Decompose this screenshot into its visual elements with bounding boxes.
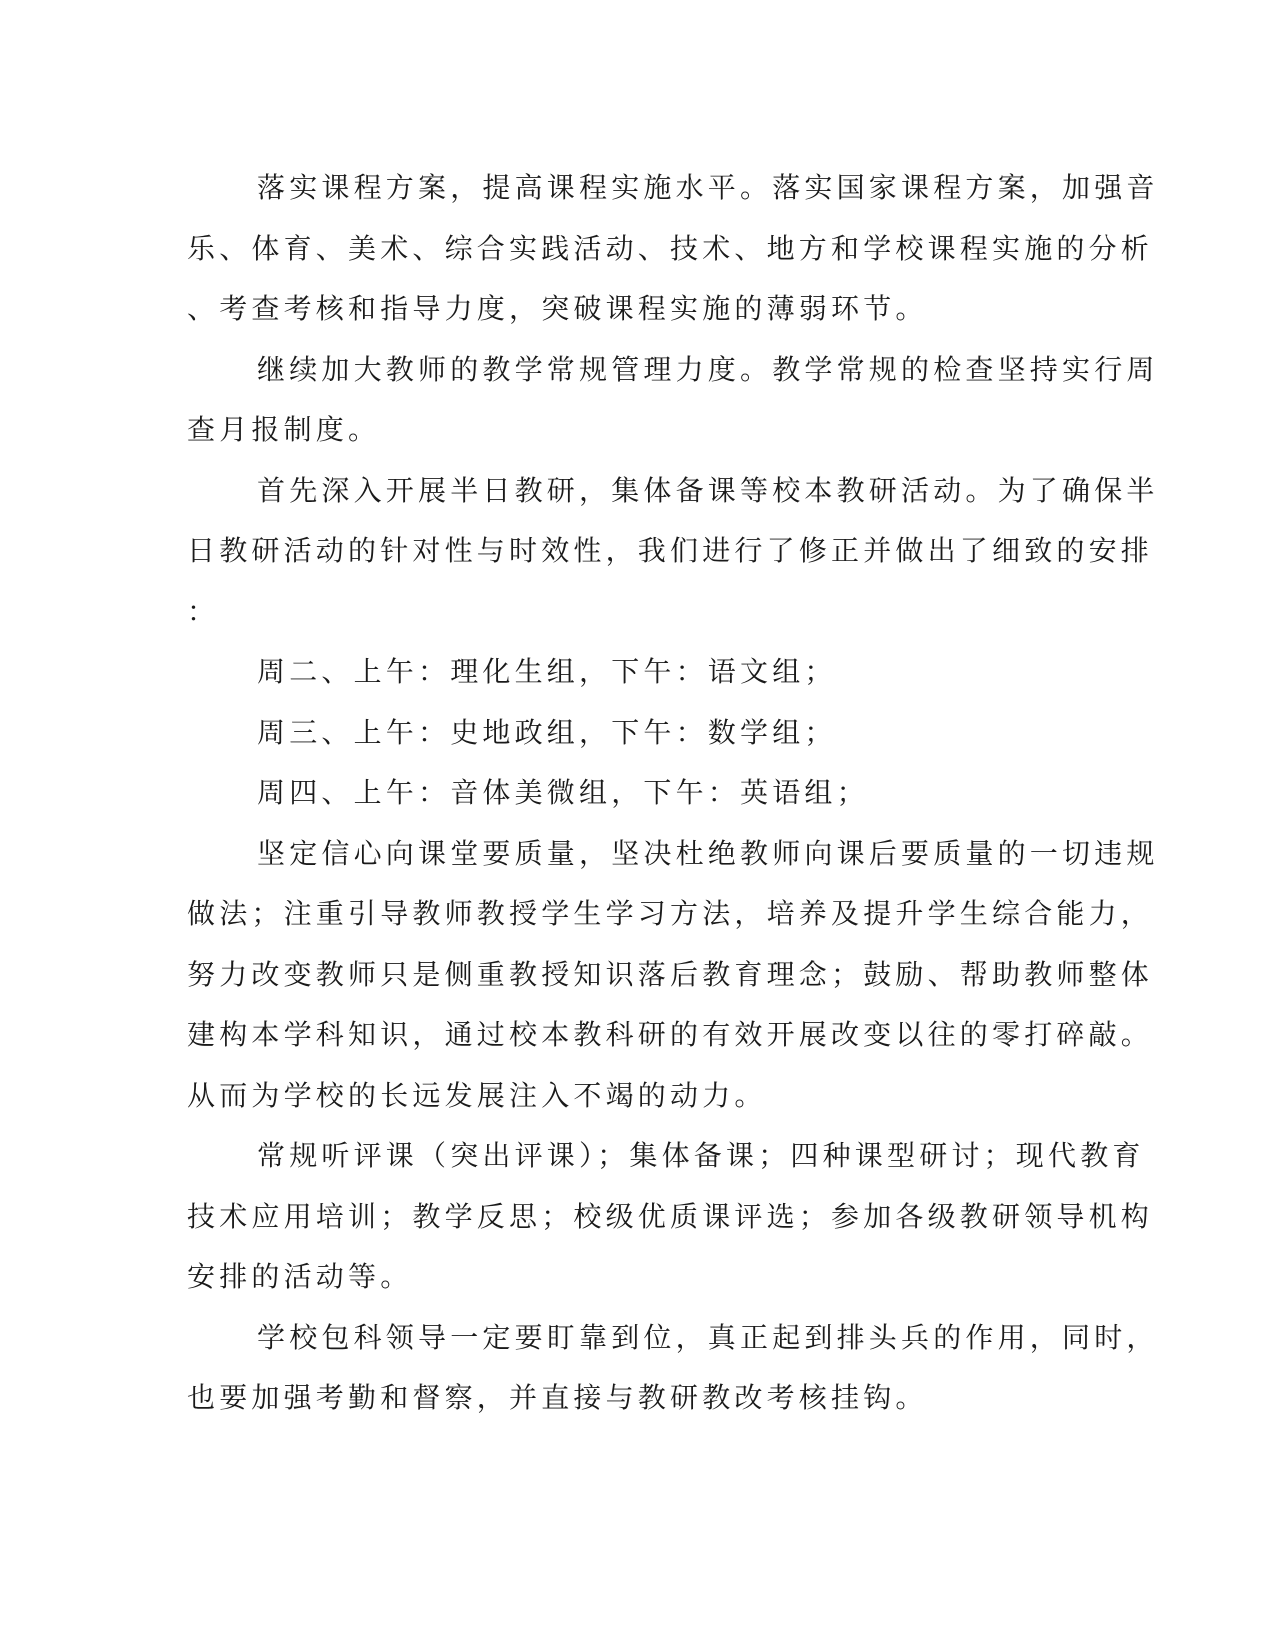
schedule-line: 周二、上午：理化生组，下午：语文组； [257,655,837,688]
schedule-wednesday [187,703,1063,764]
paragraph-line: 落实课程方案，提高课程实施水平。落实国家课程方案，加强音 [257,171,1159,204]
paragraph-line: 学校包科领导一定要盯靠到位，真正起到排头兵的作用，同时， [257,1320,1159,1354]
paragraph-line: ： [187,594,220,628]
paragraph-line: 建构本学科知识，通过校本教科研的有效开展改变以往的零打碎敲。 [187,1018,1154,1051]
paragraph-line: 从而为学校的长远发展注入不竭的动力。 [187,1078,767,1112]
paragraph-line: 常规听评课（突出评课）；集体备课；四种课型研讨；现代教育 [257,1139,1145,1172]
paragraph-classroom-quality [187,824,1159,1127]
paragraph-routine-activities [187,1126,1154,1308]
paragraph-line: 努力改变教师只是侧重教授知识落后教育理念；鼓励、帮助教师整体 [187,957,1154,991]
document-body [187,158,1159,1429]
paragraph-line: 技术应用培训；教学反思；校级优质课评选；参加各级教研领导机构 [187,1199,1154,1233]
paragraph-line: 、考查考核和指导力度，突破课程实施的薄弱环节。 [187,292,928,325]
paragraph-line: 继续加大教师的教学常规管理力度。教学常规的检查坚持实行周 [257,352,1159,386]
paragraph-course-plan [187,158,1159,340]
paragraph-leadership [187,1308,1159,1429]
paragraph-line: 乐、体育、美术、综合实践活动、技术、地方和学校课程实施的分析 [187,231,1154,265]
schedule-line: 周三、上午：史地政组，下午：数学组； [257,715,837,749]
schedule-line: 周四、上午：音体美微组，下午：英语组； [257,776,869,809]
paragraph-line: 查月报制度。 [187,413,381,446]
paragraph-line: 也要加强考勤和督察，并直接与教研教改考核挂钩。 [187,1381,928,1414]
paragraph-half-day-research [187,461,1159,643]
schedule-tuesday [187,642,1063,703]
schedule-thursday [187,763,1063,824]
paragraph-line: 日教研活动的针对性与时效性，我们进行了修正并做出了细致的安排 [187,534,1154,567]
paragraph-teaching-routine [187,340,1159,461]
paragraph-line: 首先深入开展半日教研，集体备课等校本教研活动。为了确保半 [257,473,1159,507]
paragraph-line: 做法；注重引导教师教授学生学习方法，培养及提升学生综合能力， [187,897,1154,930]
paragraph-line: 坚定信心向课堂要质量，坚决杜绝教师向课后要质量的一切违规 [257,836,1159,870]
paragraph-line: 安排的活动等。 [187,1260,413,1293]
